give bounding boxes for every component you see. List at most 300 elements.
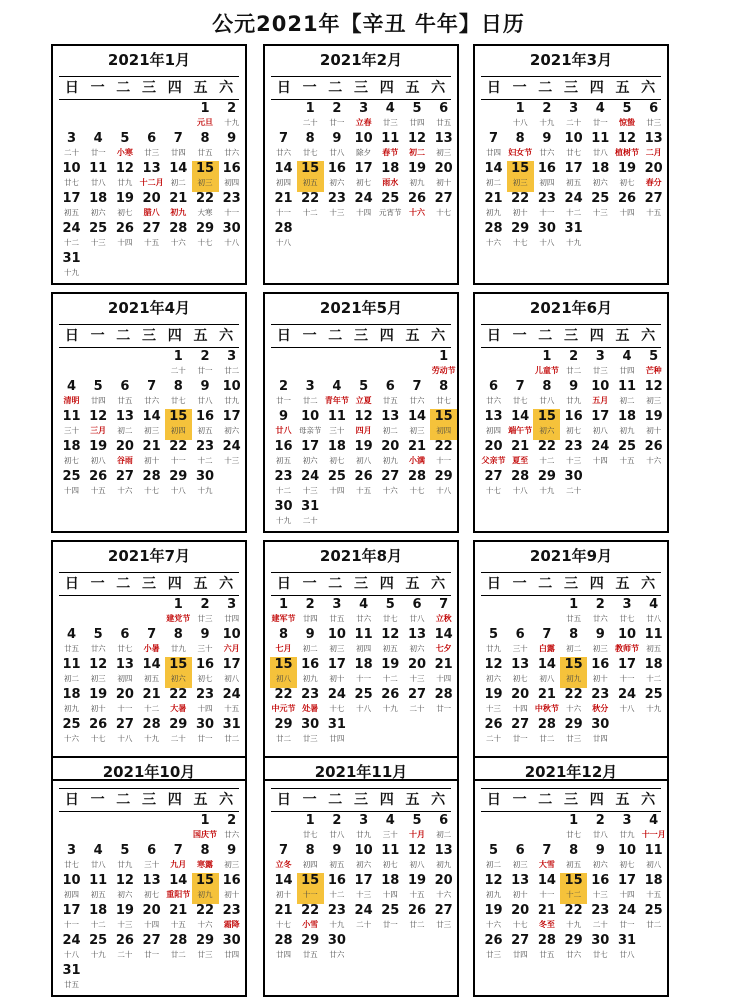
day-cell	[533, 903, 560, 934]
day-number: 6	[515, 627, 525, 642]
day-cell	[218, 349, 245, 380]
day-number: 27	[115, 717, 134, 732]
lunar-label: 十五	[646, 208, 662, 217]
lunar-label: 廿五	[382, 396, 398, 405]
weekday-label: 六	[431, 576, 446, 592]
day-cell	[192, 439, 219, 470]
lunar-label: 廿八	[90, 860, 106, 869]
day-cell	[350, 469, 377, 500]
day-cell	[218, 873, 245, 904]
day-number: 5	[649, 349, 659, 364]
lunar-label: 初二	[64, 674, 79, 683]
lunar-label: 廿九	[619, 830, 635, 839]
day-number: 18	[381, 161, 400, 176]
lunar-label: 初十	[592, 674, 608, 683]
day-cell	[58, 379, 85, 410]
day-cell	[350, 101, 377, 132]
month-title: 2021年2月	[319, 51, 403, 69]
day-cell	[192, 627, 219, 658]
day-cell	[350, 161, 377, 192]
day-cell	[404, 627, 431, 658]
day-cell	[533, 131, 560, 162]
day-cell	[350, 813, 377, 844]
month-title: 2021年7月	[107, 547, 191, 565]
day-number: 28	[142, 717, 161, 732]
day-number: 17	[301, 439, 320, 454]
lunar-label: 初三	[197, 178, 213, 187]
lunar-label: 初九	[302, 674, 318, 683]
lunar-label: 廿六	[144, 396, 160, 405]
lunar-label: 劳动节	[431, 366, 456, 375]
lunar-label: 十三	[566, 456, 582, 465]
lunar-label: 十六	[486, 238, 501, 247]
day-number: 27	[434, 191, 453, 206]
day-number: 19	[617, 161, 637, 176]
day-number: 27	[511, 717, 530, 732]
weekday-label: 日	[276, 328, 291, 344]
day-number: 5	[412, 101, 422, 116]
day-cell	[111, 131, 138, 162]
day-number: 22	[564, 903, 583, 918]
day-cell	[270, 221, 297, 252]
weekday-label: 三	[354, 80, 369, 96]
day-number: 11	[354, 627, 373, 642]
weekday-label: 四	[379, 576, 394, 592]
day-number: 25	[644, 903, 663, 918]
day-cell	[614, 161, 641, 192]
lunar-label: 初九	[64, 704, 79, 713]
day-cell	[587, 409, 614, 440]
lunar-label: 寒露	[197, 860, 213, 869]
day-cell	[192, 597, 219, 628]
day-number: 1	[278, 597, 289, 612]
lunar-label: 初七	[566, 426, 582, 435]
lunar-label: 十九	[566, 920, 582, 929]
day-number: 9	[542, 131, 552, 146]
day-cell	[533, 191, 560, 222]
day-cell	[560, 813, 587, 844]
lunar-label: 初六	[90, 208, 106, 217]
lunar-label: 廿九	[117, 178, 133, 187]
day-number: 19	[354, 439, 373, 454]
day-cell	[323, 597, 350, 628]
day-cell	[377, 409, 404, 440]
lunar-label: 廿七	[512, 396, 528, 405]
lunar-label: 十七	[144, 486, 160, 495]
day-number: 13	[142, 161, 161, 176]
lunar-label: 十七	[436, 208, 452, 217]
lunar-label: 十四	[619, 208, 635, 217]
weekday-label: 三	[564, 792, 579, 808]
day-cell	[560, 191, 587, 222]
day-number: 13	[115, 409, 134, 424]
weekday-label: 二	[116, 576, 131, 592]
weekday-label: 日	[276, 792, 291, 808]
day-cell	[404, 379, 431, 410]
day-cell	[377, 101, 404, 132]
day-number: 14	[434, 627, 453, 642]
day-cell	[270, 191, 297, 222]
day-cell	[533, 379, 560, 410]
month-card	[51, 292, 247, 533]
day-number: 14	[274, 873, 293, 888]
day-cell	[218, 903, 245, 934]
day-number: 7	[515, 379, 525, 394]
day-cell	[111, 191, 138, 222]
day-number: 3	[227, 349, 237, 364]
lunar-label: 三月	[90, 426, 107, 435]
day-number: 28	[142, 469, 161, 484]
lunar-label: 十四	[512, 704, 528, 713]
day-cell	[587, 161, 614, 192]
day-number: 23	[591, 903, 610, 918]
day-number: 8	[278, 627, 289, 642]
lunar-label: 十五	[170, 920, 186, 929]
month-card	[263, 292, 459, 533]
day-cell	[138, 687, 165, 718]
lunar-label: 初四	[64, 890, 79, 899]
day-cell	[270, 627, 297, 658]
day-cell	[350, 191, 377, 222]
day-number: 27	[644, 191, 663, 206]
day-number: 27	[407, 687, 427, 702]
lunar-label: 初九	[436, 860, 452, 869]
lunar-label: 十二	[144, 704, 160, 713]
day-cell	[533, 687, 560, 718]
day-number: 29	[564, 717, 583, 732]
day-number: 4	[93, 131, 103, 146]
weekday-label: 日	[486, 80, 501, 96]
day-cell	[192, 191, 219, 222]
day-cell	[270, 657, 297, 688]
day-number: 21	[537, 903, 556, 918]
day-number: 29	[301, 933, 320, 948]
lunar-label: 十二	[329, 890, 345, 899]
day-cell	[560, 597, 587, 628]
day-number: 17	[354, 873, 373, 888]
day-cell	[138, 873, 165, 904]
lunar-label: 二十	[409, 704, 425, 713]
day-cell	[111, 657, 138, 688]
day-number: 8	[200, 843, 210, 858]
lunar-label: 廿四	[302, 614, 318, 623]
lunar-label: 十四	[144, 920, 160, 929]
day-number: 28	[274, 221, 293, 236]
lunar-label: 初十	[90, 704, 106, 713]
lunar-label: 廿七	[64, 178, 79, 187]
lunar-label: 廿七	[436, 396, 452, 405]
lunar-label: 十二	[302, 208, 318, 217]
day-cell	[560, 131, 587, 162]
lunar-label: 小满	[409, 456, 425, 465]
weekday-label: 五	[405, 328, 420, 344]
day-number: 11	[644, 627, 663, 642]
lunar-label: 四月	[355, 426, 372, 435]
day-number: 19	[115, 191, 134, 206]
day-number: 3	[359, 101, 369, 116]
lunar-label: 十五	[409, 890, 425, 899]
day-number: 9	[227, 131, 237, 146]
day-cell	[533, 843, 560, 874]
lunar-label: 二十	[117, 950, 133, 959]
day-cell	[614, 131, 641, 162]
day-cell	[218, 191, 245, 222]
day-cell	[587, 101, 614, 132]
day-cell	[323, 873, 350, 904]
day-number: 25	[62, 717, 81, 732]
lunar-label: 廿六	[276, 148, 291, 157]
day-cell	[507, 657, 534, 688]
day-cell	[614, 813, 641, 844]
day-number: 3	[66, 843, 77, 858]
lunar-label: 初九	[486, 208, 501, 217]
lunar-label: 母亲节	[298, 426, 322, 435]
day-number: 8	[173, 379, 183, 394]
day-cell	[480, 843, 507, 874]
day-number: 9	[227, 843, 237, 858]
lunar-label: 初九	[619, 426, 635, 435]
lunar-label: 十一	[539, 208, 555, 217]
day-cell	[111, 409, 138, 440]
day-number: 16	[222, 873, 241, 888]
lunar-label: 十一	[619, 674, 635, 683]
weekday-label: 四	[379, 328, 394, 344]
day-number: 9	[332, 131, 342, 146]
day-cell	[587, 131, 614, 162]
day-number: 26	[115, 933, 134, 948]
weekday-label: 三	[354, 576, 369, 592]
day-cell	[165, 873, 192, 904]
day-cell	[58, 657, 85, 688]
weekday-header	[481, 572, 661, 596]
day-number: 16	[195, 657, 215, 672]
day-number: 11	[381, 843, 400, 858]
lunar-label: 初二	[409, 148, 425, 157]
day-cell	[111, 717, 138, 748]
day-number: 19	[381, 657, 400, 672]
day-cell	[587, 813, 614, 844]
day-cell	[218, 717, 245, 748]
lunar-label: 廿二	[170, 950, 186, 959]
day-cell	[614, 873, 641, 904]
day-number: 21	[407, 439, 427, 454]
lunar-label: 十六	[409, 208, 425, 217]
day-number: 20	[484, 439, 503, 454]
day-number: 12	[381, 627, 400, 642]
weekday-label: 二	[538, 576, 553, 592]
lunar-label: 廿八	[619, 950, 635, 959]
lunar-label: 中元节	[271, 704, 296, 713]
weekday-label: 二	[328, 80, 343, 96]
day-cell	[614, 627, 641, 658]
day-cell	[58, 469, 85, 500]
day-number: 19	[89, 687, 108, 702]
lunar-label: 十三	[224, 456, 240, 465]
lunar-label: 廿四	[276, 950, 291, 959]
day-cell	[640, 903, 667, 934]
day-number: 11	[62, 409, 81, 424]
day-number: 7	[412, 379, 422, 394]
day-number: 26	[89, 469, 108, 484]
lunar-label: 廿七	[592, 950, 608, 959]
day-number: 25	[591, 191, 610, 206]
day-number: 19	[89, 439, 108, 454]
day-cell	[218, 597, 245, 628]
day-number: 21	[169, 903, 188, 918]
lunar-label: 初七	[329, 456, 345, 465]
day-number: 8	[173, 627, 183, 642]
day-number: 20	[511, 903, 530, 918]
day-number: 2	[542, 101, 552, 116]
day-number: 24	[354, 191, 373, 206]
day-cell	[533, 161, 560, 192]
lunar-label: 雨水	[382, 178, 399, 187]
day-cell	[58, 717, 85, 748]
day-cell	[507, 161, 534, 192]
lunar-label: 初六	[592, 860, 608, 869]
day-number: 25	[644, 687, 663, 702]
day-cell	[587, 687, 614, 718]
day-cell	[430, 813, 457, 844]
day-cell	[138, 161, 165, 192]
day-number: 28	[169, 221, 188, 236]
day-cell	[85, 379, 112, 410]
lunar-label: 初四	[539, 178, 555, 187]
day-cell	[507, 627, 534, 658]
day-number: 10	[62, 873, 81, 888]
day-number: 30	[195, 469, 215, 484]
day-number: 8	[515, 131, 525, 146]
day-cell	[533, 439, 560, 470]
lunar-label: 秋分	[592, 704, 609, 713]
lunar-label: 初五	[566, 178, 582, 187]
weekday-label: 五	[405, 576, 420, 592]
lunar-label: 十八	[117, 734, 133, 743]
day-cell	[297, 101, 324, 132]
weekday-label: 二	[116, 792, 131, 808]
weekday-label: 六	[219, 80, 234, 96]
day-cell	[640, 813, 667, 844]
day-cell	[587, 349, 614, 380]
day-cell	[323, 469, 350, 500]
lunar-label: 廿一	[90, 148, 106, 157]
day-number: 12	[89, 657, 108, 672]
day-cell	[165, 597, 192, 628]
weekday-label: 四	[167, 792, 182, 808]
day-number: 15	[511, 161, 530, 176]
day-cell	[587, 933, 614, 964]
day-number: 23	[327, 903, 346, 918]
day-number: 8	[305, 843, 315, 858]
lunar-label: 初四	[224, 178, 240, 187]
day-cell	[192, 409, 219, 440]
day-cell	[533, 469, 560, 500]
day-cell	[404, 873, 431, 904]
day-number: 10	[617, 843, 637, 858]
lunar-label: 廿四	[90, 396, 106, 405]
day-cell	[323, 933, 350, 964]
day-cell	[297, 627, 324, 658]
day-number: 2	[200, 349, 210, 364]
lunar-label: 初五	[276, 456, 291, 465]
day-number: 5	[93, 627, 103, 642]
lunar-label: 大寒	[197, 208, 213, 217]
day-number: 14	[537, 657, 556, 672]
day-number: 4	[649, 597, 659, 612]
lunar-label: 惊蛰	[619, 118, 635, 127]
day-number: 3	[622, 813, 632, 828]
lunar-label: 十七	[197, 238, 213, 247]
lunar-label: 廿六	[224, 830, 240, 839]
lunar-label: 初六	[329, 178, 345, 187]
day-cell	[192, 843, 219, 874]
day-number: 7	[542, 843, 552, 858]
day-number: 15	[301, 161, 320, 176]
weekday-label: 一	[302, 576, 317, 592]
weekday-label: 三	[354, 792, 369, 808]
day-cell	[430, 379, 457, 410]
day-cell	[218, 687, 245, 718]
weekday-label: 六	[641, 576, 656, 592]
day-cell	[480, 221, 507, 252]
day-number: 13	[511, 657, 530, 672]
day-cell	[350, 439, 377, 470]
day-cell	[297, 717, 324, 748]
lunar-label: 谷雨	[116, 456, 133, 465]
lunar-label: 十九	[329, 920, 345, 929]
day-cell	[507, 687, 534, 718]
day-cell	[323, 627, 350, 658]
lunar-label: 初六	[302, 456, 318, 465]
day-cell	[350, 843, 377, 874]
lunar-label: 十八	[619, 704, 635, 713]
day-number: 12	[354, 409, 373, 424]
day-cell	[614, 657, 641, 688]
day-cell	[350, 657, 377, 688]
day-cell	[323, 101, 350, 132]
day-cell	[507, 221, 534, 252]
day-cell	[430, 101, 457, 132]
day-cell	[404, 161, 431, 192]
lunar-label: 十一	[170, 456, 186, 465]
lunar-label: 初五	[197, 426, 213, 435]
day-number: 20	[381, 439, 400, 454]
day-number: 23	[222, 191, 241, 206]
weekday-label: 四	[379, 80, 394, 96]
day-number: 20	[434, 873, 453, 888]
lunar-label: 十四	[382, 890, 398, 899]
day-number: 23	[564, 439, 583, 454]
weekday-label: 二	[328, 328, 343, 344]
day-number: 15	[169, 657, 188, 672]
lunar-label: 廿四	[409, 118, 425, 127]
lunar-label: 廿八	[409, 614, 425, 623]
day-cell	[218, 439, 245, 470]
lunar-label: 廿五	[117, 396, 133, 405]
day-cell	[111, 379, 138, 410]
day-number: 24	[591, 439, 610, 454]
day-cell	[404, 597, 431, 628]
lunar-label: 小雪	[302, 920, 319, 929]
day-number: 15	[169, 409, 188, 424]
day-cell	[85, 131, 112, 162]
day-number: 13	[511, 873, 530, 888]
lunar-label: 二十	[170, 734, 186, 743]
day-number: 17	[222, 409, 241, 424]
day-cell	[218, 101, 245, 132]
lunar-label: 十六	[486, 920, 501, 929]
day-number: 23	[537, 191, 556, 206]
